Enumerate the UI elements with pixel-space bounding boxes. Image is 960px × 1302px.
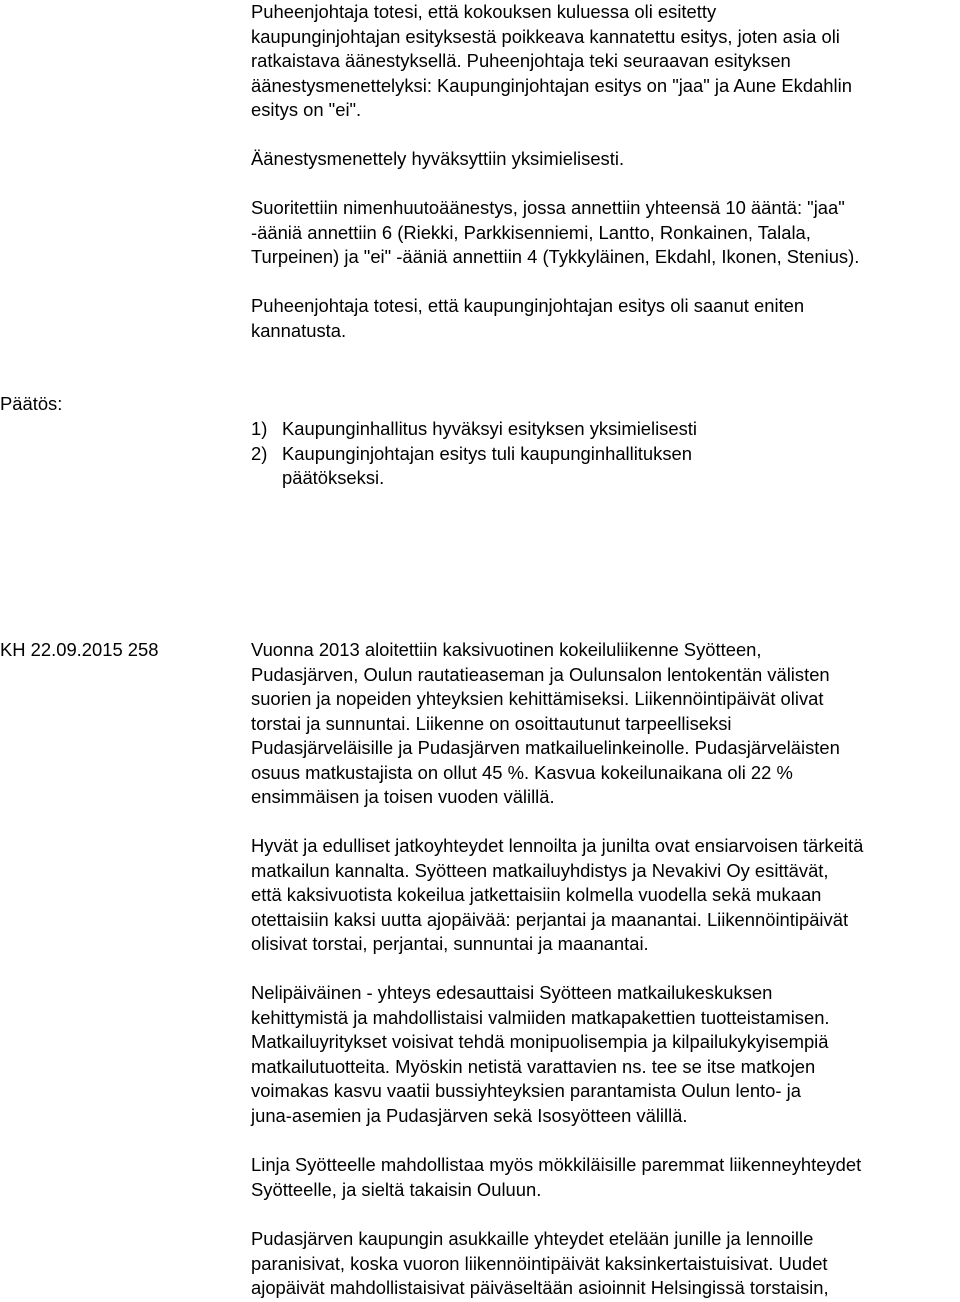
paragraph-trial-traffic: Vuonna 2013 aloitettiin kaksivuotinen kokeiluliikenne Syötteen, Pudasjärven, Oulun rautatieaseman ja Oulunsalon lentokentän välisten suorien ja nopeiden yhteyksien kehittämiseksi. Liikennöintipäivät olivat torstai ja sunnuntai. Liikenne on osoittautunut tarpeelliseksi Pudasjärveläisille ja Pudasjärven matkailuelinkeinolle. Pudasjärveläisten osuus matkustajista on ollut 45 %. Kasvua kokeilunaikana oli 22 % ensimmäisen ja toisen vuoden välillä.	[251, 639, 840, 807]
paragraph-roll-call-vote: Suoritettiin nimenhuutoäänestys, jossa annettiin yhteensä 10 ääntä: "jaa" -ääniä annettiin 6 (Riekki, Parkkisenniemi, Lantto, Ronkainen, Talala, Turpeinen) ja "ei" -ääniä annettiin 4 (Tykkyläinen, Ekdahl, Ikonen, Stenius).	[251, 197, 860, 267]
decision-item-text: Kaupunginhallitus hyväksyi esityksen yksimielisesti	[282, 418, 697, 439]
decision-list	[251, 417, 951, 491]
paragraph-procedure-approved: Äänestysmenettely hyväksyttiin yksimielisesti.	[251, 148, 625, 169]
paragraph-four-day-service: Nelipäiväinen - yhteys edesauttaisi Syötteen matkailukeskuksen kehittymistä ja mahdollistaisi valmiiden matkapakettien tuotteistamisen. Matkailuyritykset voisivat tehdä monipuolisempia ja kilpailukykyisempiä matkailutuotteita. Myöskin netistä varattavien ns. tee se itse matkojen voimakas kasvu vaatii bussiyhteyksien parantamista Oulun lento- ja juna-asemien ja Pudasjärven sekä Isosyötteen välillä.	[251, 982, 830, 1126]
decision-item-number: 2)	[251, 442, 268, 464]
paragraph-chair-conclusion: Puheenjohtaja totesi, että kaupunginjohtajan esitys oli saanut eniten kannatusta.	[251, 295, 805, 341]
decision-item	[251, 417, 951, 442]
decision-item-number: 1)	[251, 418, 268, 439]
decision-label: Päätös:	[0, 393, 63, 414]
decision-item	[251, 442, 951, 491]
paragraph-residents: Pudasjärven kaupungin asukkaille yhteydet etelään junille ja lennoille paranisivat, koska vuoron liikennöintipäivät kaksinkertaistuisivat. Uudet ajopäivät mahdollistaisivat päiväseltään asioinnit Helsingissä torstaisin,	[251, 1228, 829, 1298]
paragraph-voting-procedure: Puheenjohtaja totesi, että kokouksen kuluessa oli esitetty kaupunginjohtajan esityksestä poikkeava kannatettu esitys, joten asia oli ratkaistava äänestyksellä. Puheenjohtaja teki seuraavan esityksen äänestysmenettelyksi: Kaupunginjohtajan esitys on "jaa" ja Aune Ekdahlin esitys on "ei".	[251, 1, 852, 120]
paragraph-connections: Hyvät ja edulliset jatkoyhteydet lennoilta ja junilta ovat ensiarvoisen tärkeitä matkailun kannalta. Syötteen matkailuyhdistys ja Nevakivi Oy esittävät, että kaksivuotista kokeilua jatkettaisiin kolmella vuodella sekä mukaan otettaisiin kaksi uutta ajopäivää: perjantai ja maanantai. Liikennöintipäivät olisivat torstai, perjantai, sunnuntai ja maanantai.	[251, 835, 864, 954]
meeting-reference: KH 22.09.2015 258	[0, 639, 159, 660]
paragraph-cottage-owners: Linja Syötteelle mahdollistaa myös mökkiläisille paremmat liikenneyhteydet Syötteelle, ja sieltä takaisin Ouluun.	[251, 1154, 862, 1200]
decision-item-text: Kaupunginjohtajan esitys tuli kaupunginhallituksen päätökseksi.	[282, 442, 692, 488]
